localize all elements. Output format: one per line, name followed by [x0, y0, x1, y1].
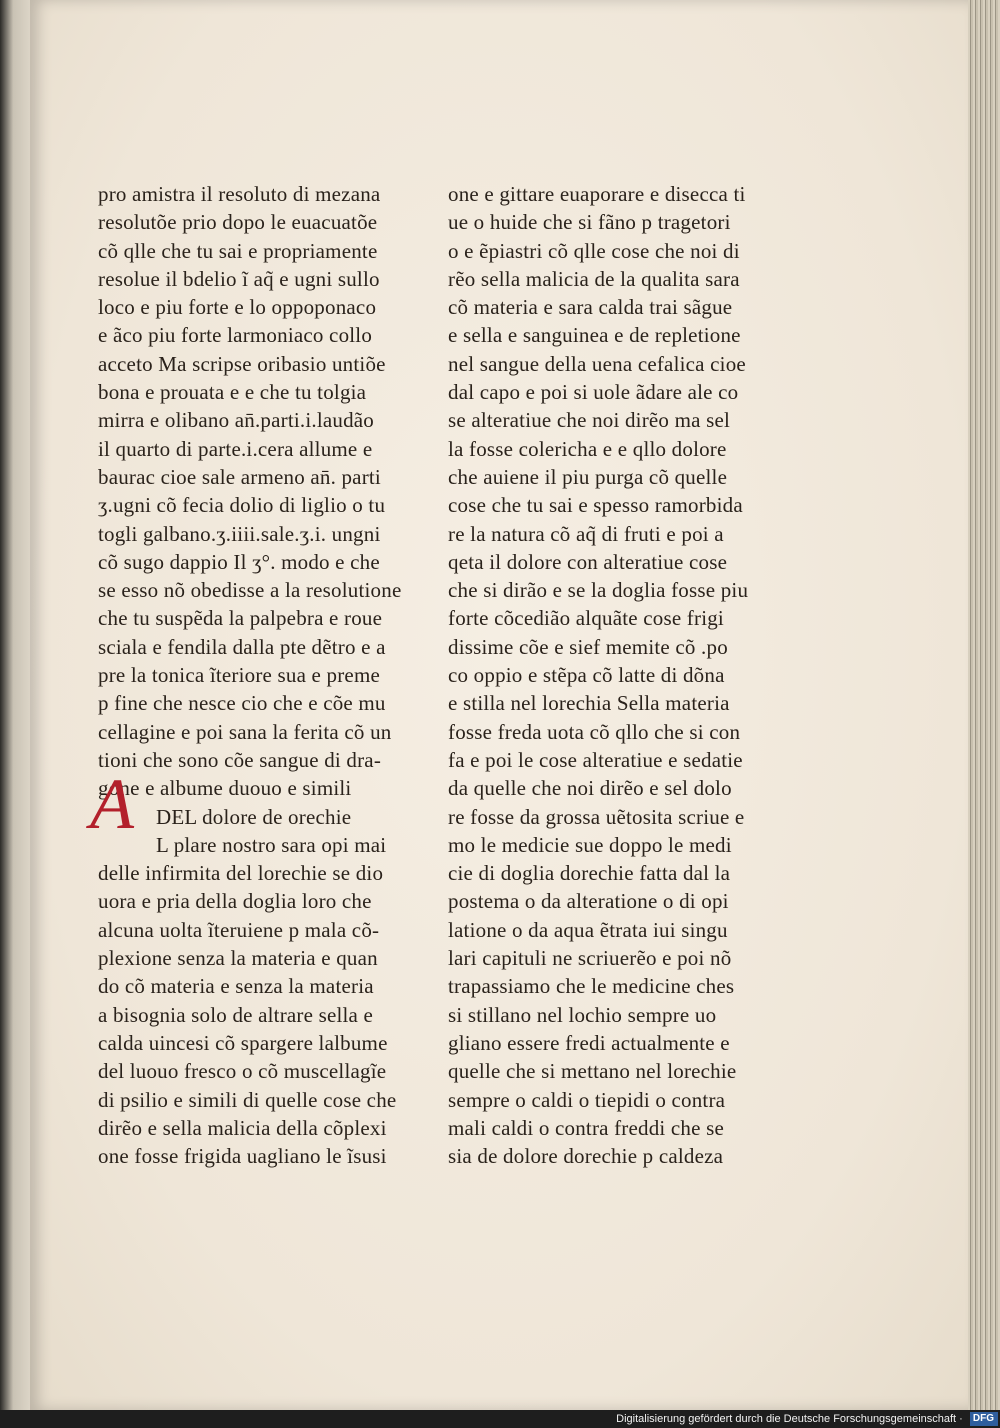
text-line: cie di doglia dorechie fatta dal la — [448, 861, 731, 886]
text-line: sempre o caldi o tiepidi o contra — [448, 1087, 726, 1112]
text-line: e stilla nel lorechia Sella materia — [448, 691, 730, 716]
text-line: il quarto di parte.i.cera allume e — [98, 436, 373, 461]
text-line: mo le medicie sue doppo le medi — [448, 832, 732, 857]
digitization-footer — [0, 1410, 1000, 1428]
text-line: nel sangue della uena cefalica cioe — [448, 351, 746, 376]
text-line: trapassiamo che le medicine ches — [448, 974, 735, 999]
text-line: tioni che sono cõe sangue di dra- — [98, 747, 382, 772]
text-line: a bisognia solo de altrare sella e — [98, 1002, 374, 1027]
text-line: se alteratiue che noi dirẽo ma sel — [448, 408, 731, 433]
text-line: cõ sugo dappio Il ʒ°. modo e che — [98, 549, 380, 574]
text-line: si stillano nel lochio sempre uo — [448, 1002, 717, 1027]
text-line: calda uincesi cõ spargere lalbume — [98, 1030, 388, 1055]
text-line: dirẽo e sella malicia della cõplexi — [98, 1115, 387, 1140]
text-line: gliano essere fredi actualmente e — [448, 1030, 730, 1055]
text-line: cõ materia e sara calda trai sãgue — [448, 295, 733, 320]
text-line: se esso nõ obedisse a la resolutione — [98, 578, 402, 603]
text-line: L plare nostro sara opi mai — [156, 832, 387, 857]
text-line: cõ qlle che tu sai e propriamente — [98, 238, 378, 263]
text-line: bona e prouata e e che tu tolgia — [98, 380, 367, 405]
text-line: quelle che si mettano nel lorechie — [448, 1059, 737, 1084]
text-line: p fine che nesce cio che e cõe mu — [98, 691, 386, 716]
text-line: baurac cioe sale armeno an̄. parti — [98, 464, 381, 489]
text-line: forte cõcedião alquãte cose frigi — [448, 606, 724, 631]
text-line: sia de dolore dorechie p caldeza — [448, 1144, 724, 1169]
text-line: dal capo e poi si uole ãdare ale co — [448, 380, 739, 405]
text-line: latione o da aqua ẽtrata iui singu — [448, 917, 728, 942]
text-line: sciala e fendila dalla pte dẽtro e a — [98, 634, 386, 659]
text-line: o e ẽpiastri cõ qlle cose che noi di — [448, 238, 740, 263]
text-line: uora e pria della doglia loro che — [98, 889, 372, 914]
text-line: pro amistra il resoluto di mezana — [98, 182, 381, 206]
text-line: re fosse da grossa uẽtosita scriue e — [448, 804, 745, 829]
text-line: fa e poi le cose alteratiue e sedatie — [448, 747, 743, 772]
text-line: one e gittare euaporare e disecca ti — [448, 182, 746, 206]
text-line: acceto Ma scripse oribasio untiõe — [98, 351, 386, 376]
text-line: delle infirmita del lorechie se dio — [98, 861, 384, 886]
page-block-edges — [968, 0, 1000, 1410]
text-line: do cõ materia e senza la materia — [98, 974, 374, 999]
text-line: del luouo fresco o cõ muscellagĩe — [98, 1059, 387, 1084]
text-line: co oppio e stẽpa cõ latte di dõna — [448, 663, 725, 688]
text-line: re la natura cõ aq̃ di fruti e poi a — [448, 521, 724, 546]
rubricated-initial: A — [90, 764, 134, 844]
text-line: cose che tu sai e spesso ramorbida — [448, 493, 743, 518]
text-line: e sella e sanguinea e de repletione — [448, 323, 741, 348]
text-line: mirra e olibano an̄.parti.i.laudão — [98, 408, 375, 433]
text-line: dissime cõe e sief memite cõ .po — [448, 634, 728, 659]
text-line: togli galbano.ʒ.iiii.sale.ʒ.i. ungni — [98, 521, 381, 546]
text-line: che si dirão e se la doglia fosse piu — [448, 578, 749, 603]
text-line: lari capituli ne scriuerẽo e poi nõ — [448, 946, 732, 971]
dfg-logo: DFG — [970, 1412, 998, 1426]
text-line: ue o huide che si fãno p tragetori — [448, 210, 731, 235]
text-line: qeta il dolore con alteratiue cose — [448, 549, 728, 574]
text-line: resolue il bdelio ĩ aq̃ e ugni sullo — [98, 266, 380, 291]
text-line: DEL dolore de orechie — [156, 804, 352, 829]
text-line: alcuna uolta ĩteruiene p mala cõ- — [98, 917, 380, 942]
text-column-left — [98, 180, 402, 1170]
text-line: che auiene il piu purga cõ quelle — [448, 464, 728, 489]
text-line: rẽo sella malicia de la qualita sara — [448, 266, 740, 291]
text-line: loco e piu forte e lo oppoponaco — [98, 295, 377, 320]
text-line: di psilio e simili di quelle cose che — [98, 1087, 397, 1112]
text-line: mali caldi o contra freddi che se — [448, 1115, 724, 1140]
text-line: e ãco piu forte larmoniaco collo — [98, 323, 373, 348]
text-line: cellagine e poi sana la ferita cõ un — [98, 719, 392, 744]
text-column-right — [448, 180, 749, 1170]
text-line: pre la tonica ĩteriore sua e preme — [98, 663, 380, 688]
text-line: plexione senza la materia e quan — [98, 946, 378, 971]
text-line: che tu suspẽda la palpebra e roue — [98, 606, 383, 631]
text-line: fosse freda uota cõ qllo che si con — [448, 719, 741, 744]
text-line: ʒ.ugni cõ fecia dolio di liglio o tu — [98, 493, 386, 518]
text-line: postema o da alteratione o di opi — [448, 889, 729, 914]
text-line: da quelle che noi dirẽo e sel dolo — [448, 776, 732, 801]
footer-text: Digitalisierung gefördert durch die Deutsche Forschungsgemeinschaft · — [616, 1413, 963, 1425]
text-line: one fosse frigida uagliano le ĩsusi — [98, 1144, 387, 1169]
text-line: resolutõe prio dopo le euacuatõe — [98, 210, 378, 235]
text-line: gone e albume duouo e simili — [98, 776, 352, 801]
text-line: la fosse colericha e e qllo dolore — [448, 436, 727, 461]
